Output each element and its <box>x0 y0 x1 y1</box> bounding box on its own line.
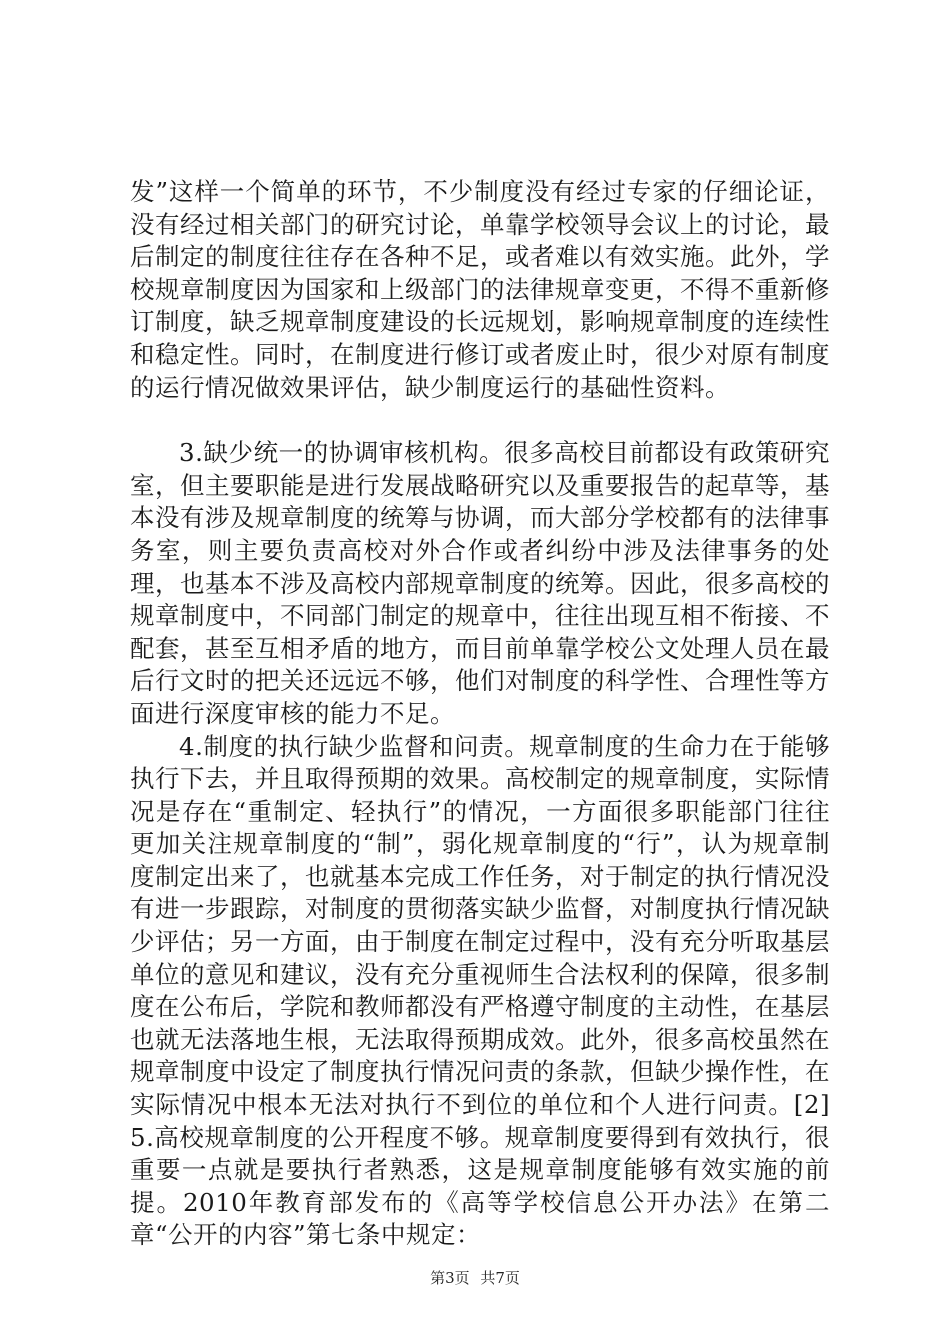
page-number: 第3页 <box>430 1269 470 1287</box>
paragraph-continued: 发”这样一个简单的环节，不少制度没有经过专家的仔细论证，没有经过相关部门的研究讨论，单靠学校领导会议上的讨论，最后制定的制度往往存在各种不足，或者难以有效实施。此外，学校规章制度因为国家和上级部门的法律规章变更，不得不重新修订制度，缺乏规章制度建设的长远规划，影响规章制度的连续性和稳定性。同时，在制度进行修订或者废止时，很少对原有制度的运行情况做效果评估，缺少制度运行的基础性资料。 <box>130 177 830 402</box>
paragraph-3: 3.缺少统一的协调审核机构。很多高校目前都设有政策研究室，但主要职能是进行发展战略研究以及重要报告的起草等，基本没有涉及规章制度的统筹与协调，而大部分学校都有的法律事务室，则主要负责高校对外合作或者纠纷中涉及法律事务的处理，也基本不涉及高校内部规章制度的统筹。因此，很多高校的规章制度中，不同部门制定的规章中，往往出现互相不衔接、不配套，甚至互相矛盾的地方，而目前单靠学校公文处理人员在最后行文时的把关还远远不够，他们对制度的科学性、合理性等方面进行深度审核的能力不足。 <box>130 438 830 728</box>
page-footer <box>0 1268 950 1288</box>
page-total: 共7页 <box>480 1269 520 1287</box>
paragraph-gap <box>130 404 830 437</box>
paragraph-4: 4.制度的执行缺少监督和问责。规章制度的生命力在于能够执行下去，并且取得预期的效果。高校制定的规章制度，实际情况是存在“重制定、轻执行”的情况，一方面很多职能部门往往更加关注规章制度的“制”，弱化规章制度的“行”，认为规章制度制定出来了，也就基本完成工作任务，对于制定的执行情况没有进一步跟踪，对制度的贯彻落实缺少监督，对制度执行情况缺少评估；另一方面，由于制度在制定过程中，没有充分听取基层单位的意见和建议，没有充分重视师生合法权利的保障，很多制度在公布后，学院和教师都没有严格遵守制度的主动性，在基层也就无法落地生根，无法取得预期成效。此外，很多高校虽然在规章制度中设定了制度执行情况问责的条款，但缺少操作性，在实际情况中根本无法对执行不到位的单位和个人进行问责。[2]5.高校规章制度的公开程度不够。规章制度要得到有效执行，很重要一点就是要执行者熟悉，这是规章制度能够有效实施的前提。2010年教育部发布的《高等学校信息公开办法》在第二章“公开的内容”第七条中规定： <box>130 731 830 1250</box>
document-body <box>130 176 830 1252</box>
